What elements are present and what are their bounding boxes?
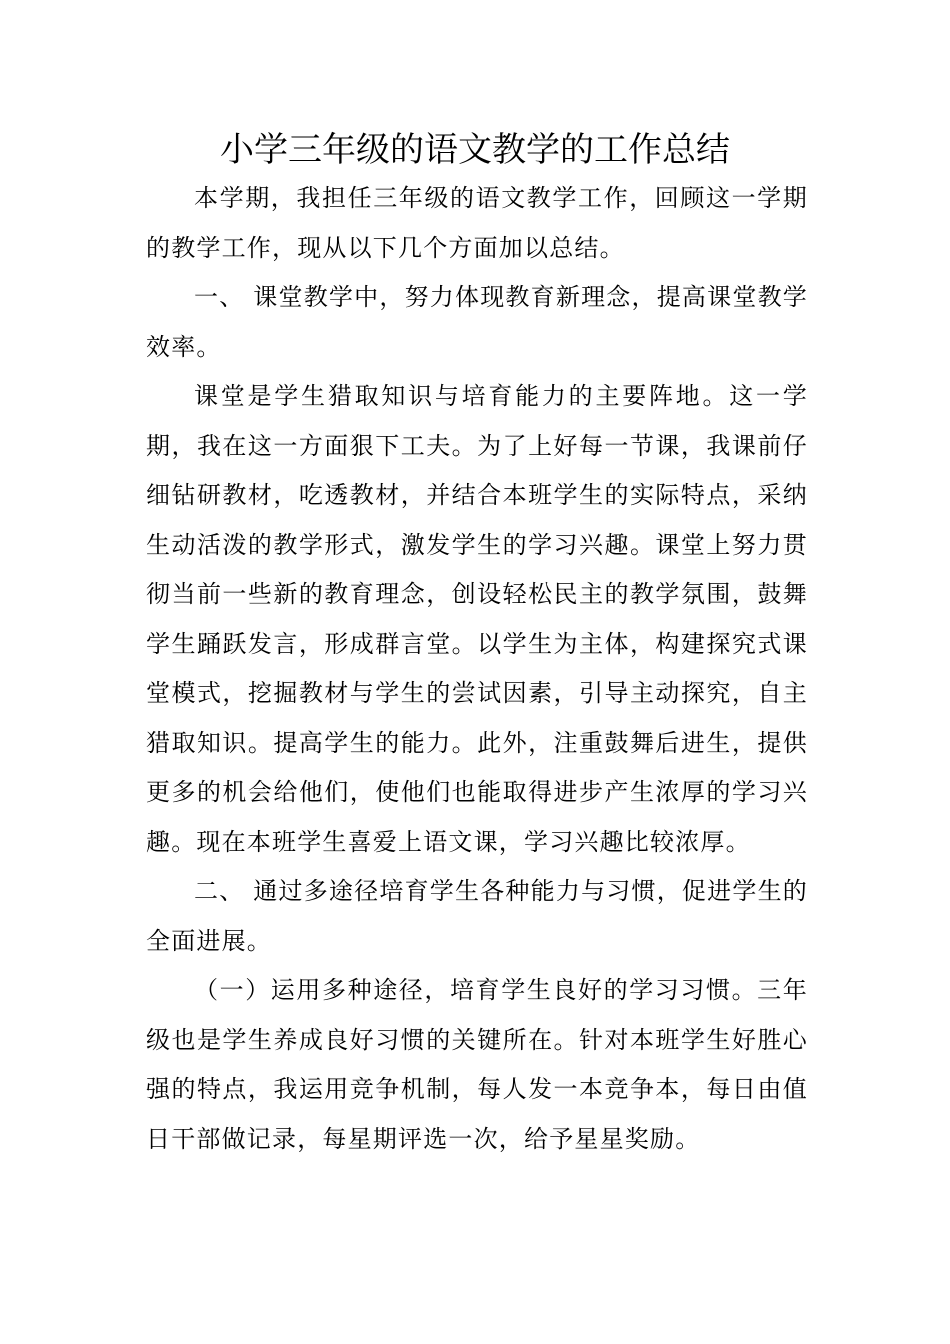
section-heading-1: 一、 课堂教学中，努力体现教育新理念，提高课堂教学效率。	[146, 283, 808, 361]
document-body	[146, 174, 808, 1164]
section-heading-2: 二、 通过多途径培育学生各种能力与习惯，促进学生的全面进展。	[146, 877, 808, 955]
paragraph-classroom: 课堂是学生猎取知识与培育能力的主要阵地。这一学期，我在这一方面狠下工夫。为了上好每一节课，我课前仔细钻研教材，吃透教材，并结合本班学生的实际特点，采纳生动活泼的教学形式，激发学生的学习兴趣。课堂上努力贯彻当前一些新的教育理念，创设轻松民主的教学氛围，鼓舞学生踊跃发言，形成群言堂。以学生为主体，构建探究式课堂模式，挖掘教材与学生的尝试因素，引导主动探究，自主猎取知识。提高学生的能力。此外，注重鼓舞后进生，提供更多的机会给他们，使他们也能取得进步产生浓厚的学习兴趣。现在本班学生喜爱上语文课，学习兴趣比较浓厚。	[146, 382, 808, 856]
paragraph-habits: （一）运用多种途径，培育学生良好的学习习惯。三年级也是学生养成良好习惯的关键所在。针对本班学生好胜心强的特点，我运用竞争机制，每人发一本竞争本，每日由值日干部做记录，每星期评选一次，给予星星奖励。	[146, 976, 808, 1153]
document-title: 小学三年级的语文教学的工作总结	[220, 130, 730, 170]
paragraph-intro: 本学期，我担任三年级的语文教学工作，回顾这一学期的教学工作，现从以下几个方面加以总结。	[146, 184, 808, 262]
